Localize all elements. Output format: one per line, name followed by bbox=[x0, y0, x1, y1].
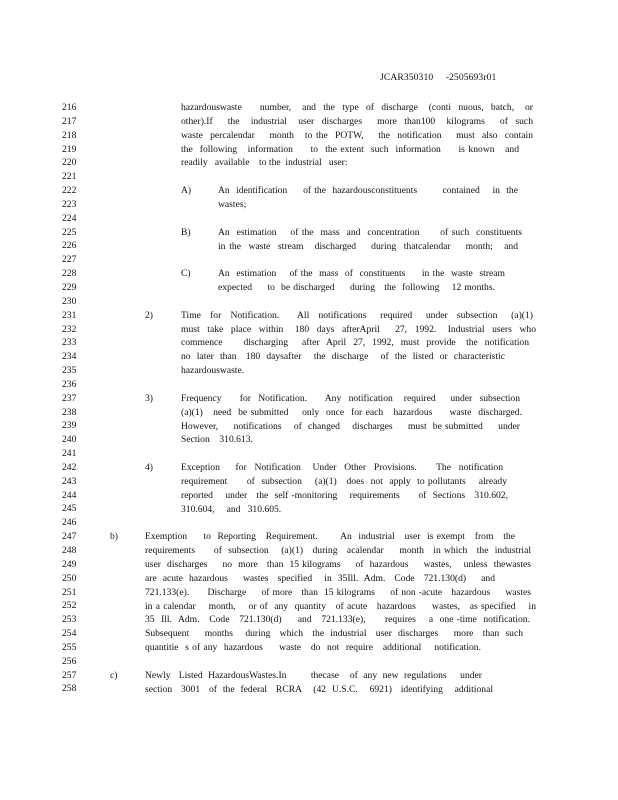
line-number: 251 bbox=[62, 586, 77, 598]
line-number: 256 bbox=[62, 655, 77, 667]
line-number: 258 bbox=[62, 683, 77, 695]
line-number: 244 bbox=[62, 489, 77, 501]
line-number: 246 bbox=[62, 517, 77, 529]
item-marker: C) bbox=[181, 268, 191, 280]
line-number: 247 bbox=[62, 531, 77, 543]
line-number: 243 bbox=[62, 475, 77, 487]
text-line: in the waste stream discharged during thatcalendar month; and bbox=[218, 240, 518, 252]
text-line: 35 Ill. Adm. Code 721.130(d) and 721.133(e), requires a one -time notification. bbox=[145, 614, 530, 626]
line-number: 219 bbox=[62, 143, 77, 155]
line-number: 216 bbox=[62, 102, 77, 113]
line-number: 240 bbox=[62, 434, 77, 446]
text-line: Section 310.613. bbox=[181, 434, 253, 446]
text-line: are acute hazardous wastes specified in 35Ill. Adm. Code 721.130(d) and bbox=[145, 572, 495, 584]
section-marker: b) bbox=[110, 531, 118, 543]
text-line: An identification of the hazardousconstituents contained in the bbox=[218, 185, 518, 197]
line-number: 218 bbox=[62, 129, 77, 141]
line-number: 257 bbox=[62, 669, 77, 681]
text-line: Exception for Notification Under Other Provisions. The notification bbox=[181, 462, 503, 474]
text-line: An estimation of the mass and concentration of such constituents bbox=[218, 226, 522, 238]
line-number: 224 bbox=[62, 212, 77, 224]
line-number: 254 bbox=[62, 628, 77, 640]
text-line: must take place within 180 days afterApril 27, 1992. Industrial users who bbox=[181, 323, 536, 335]
text-line: Newly Listed HazardousWastes.In thecase of any new regulations under bbox=[145, 669, 482, 681]
text-line: commence discharging after April 27, 1992, must provide the notification bbox=[181, 337, 529, 349]
line-number: 234 bbox=[62, 351, 77, 363]
text-line: readily available to the industrial user: bbox=[181, 157, 348, 169]
line-number: 249 bbox=[62, 558, 77, 570]
line-number: 217 bbox=[62, 115, 77, 127]
text-line: no later than 180 daysafter the discharge of the listed or characteristic bbox=[181, 351, 505, 363]
line-number: 220 bbox=[62, 157, 77, 169]
text-line: expected to be discharged during the following 12 months. bbox=[218, 282, 495, 294]
line-number: 241 bbox=[62, 448, 77, 460]
text-line: in a calendar month, or of any quantity of acute hazardous wastes, as specified in bbox=[145, 600, 536, 612]
line-number: 230 bbox=[62, 295, 77, 307]
text-line: user discharges no more than 15 kilograms of hazardous wastes, unless thewastes bbox=[145, 559, 531, 571]
line-number: 242 bbox=[62, 461, 77, 473]
line-number: 235 bbox=[62, 365, 77, 377]
line-number: 253 bbox=[62, 614, 77, 626]
text-line: hazardouswaste number, and the type of discharge (conti nuous, batch, or bbox=[181, 102, 533, 113]
text-line: hazardouswaste. bbox=[181, 365, 245, 377]
line-number: 228 bbox=[62, 268, 77, 280]
text-line: An estimation of the mass of constituents in the waste stream bbox=[218, 268, 505, 280]
text-line: requirements of subsection (a)(1) during acalendar month in which the industrial bbox=[145, 545, 531, 557]
document-id: JCAR350310 -2505693r01 bbox=[380, 72, 497, 83]
line-number: 250 bbox=[62, 572, 77, 584]
text-line: other).If the industrial user discharges more than100 kilograms of such bbox=[181, 115, 533, 127]
text-line: reported under the self -monitoring requirements of Sections 310.602, bbox=[181, 489, 508, 501]
item-marker: A) bbox=[181, 185, 192, 197]
text-line: Time for Notification. All notifications required under subsection (a)(1) bbox=[181, 309, 533, 321]
line-number: 227 bbox=[62, 254, 77, 266]
line-number: 225 bbox=[62, 226, 77, 238]
line-number: 252 bbox=[62, 600, 77, 612]
line-number: 236 bbox=[62, 378, 77, 390]
line-number-column bbox=[62, 101, 92, 696]
text-line: Frequency for Notification. Any notification required under subsection bbox=[181, 392, 520, 404]
text-line: the following information to the extent such information is known and bbox=[181, 143, 519, 155]
item-marker: 3) bbox=[145, 392, 153, 404]
line-number: 221 bbox=[62, 171, 77, 183]
line-number: 248 bbox=[62, 545, 77, 556]
line-number: 231 bbox=[62, 309, 77, 321]
text-line: 721.133(e). Discharge of more than 15 kilograms of non -acute hazardous wastes bbox=[145, 586, 531, 598]
item-marker: 2) bbox=[145, 309, 153, 321]
text-line: quantitie s of any hazardous waste do not require additional notification. bbox=[145, 642, 481, 654]
line-number: 226 bbox=[62, 240, 77, 252]
line-number: 238 bbox=[62, 406, 77, 418]
line-number: 232 bbox=[62, 323, 77, 335]
item-marker: 4) bbox=[145, 462, 153, 474]
line-number: 223 bbox=[62, 198, 77, 210]
section-marker: c) bbox=[110, 669, 118, 681]
text-line: 310.604, and 310.605. bbox=[181, 503, 282, 515]
text-line: However, notifications of changed discharges must be submitted under bbox=[181, 420, 520, 432]
item-marker: B) bbox=[181, 226, 191, 238]
text-line: waste percalendar month to the POTW, the notification must also contain bbox=[181, 129, 533, 141]
line-number: 239 bbox=[62, 420, 77, 432]
line-number: 245 bbox=[62, 503, 77, 515]
line-number: 222 bbox=[62, 185, 77, 197]
text-line: wastes; bbox=[218, 198, 247, 210]
line-number: 237 bbox=[62, 392, 77, 404]
text-line: (a)(1) need be submitted only once for each hazardous waste discharged. bbox=[181, 406, 522, 418]
text-line: requirement of subsection (a)(1) does not apply to pollutants already bbox=[181, 475, 507, 487]
text-line: Exemption to Reporting Requirement. An industrial user is exempt from the bbox=[145, 531, 515, 543]
line-number: 233 bbox=[62, 337, 77, 349]
text-line: section 3001 of the federal RCRA (42 U.S.C. 6921) identifying additional bbox=[145, 683, 493, 695]
text-line: Subsequent months during which the industrial user discharges more than such bbox=[145, 628, 523, 640]
line-number: 255 bbox=[62, 641, 77, 653]
line-number: 229 bbox=[62, 281, 77, 293]
